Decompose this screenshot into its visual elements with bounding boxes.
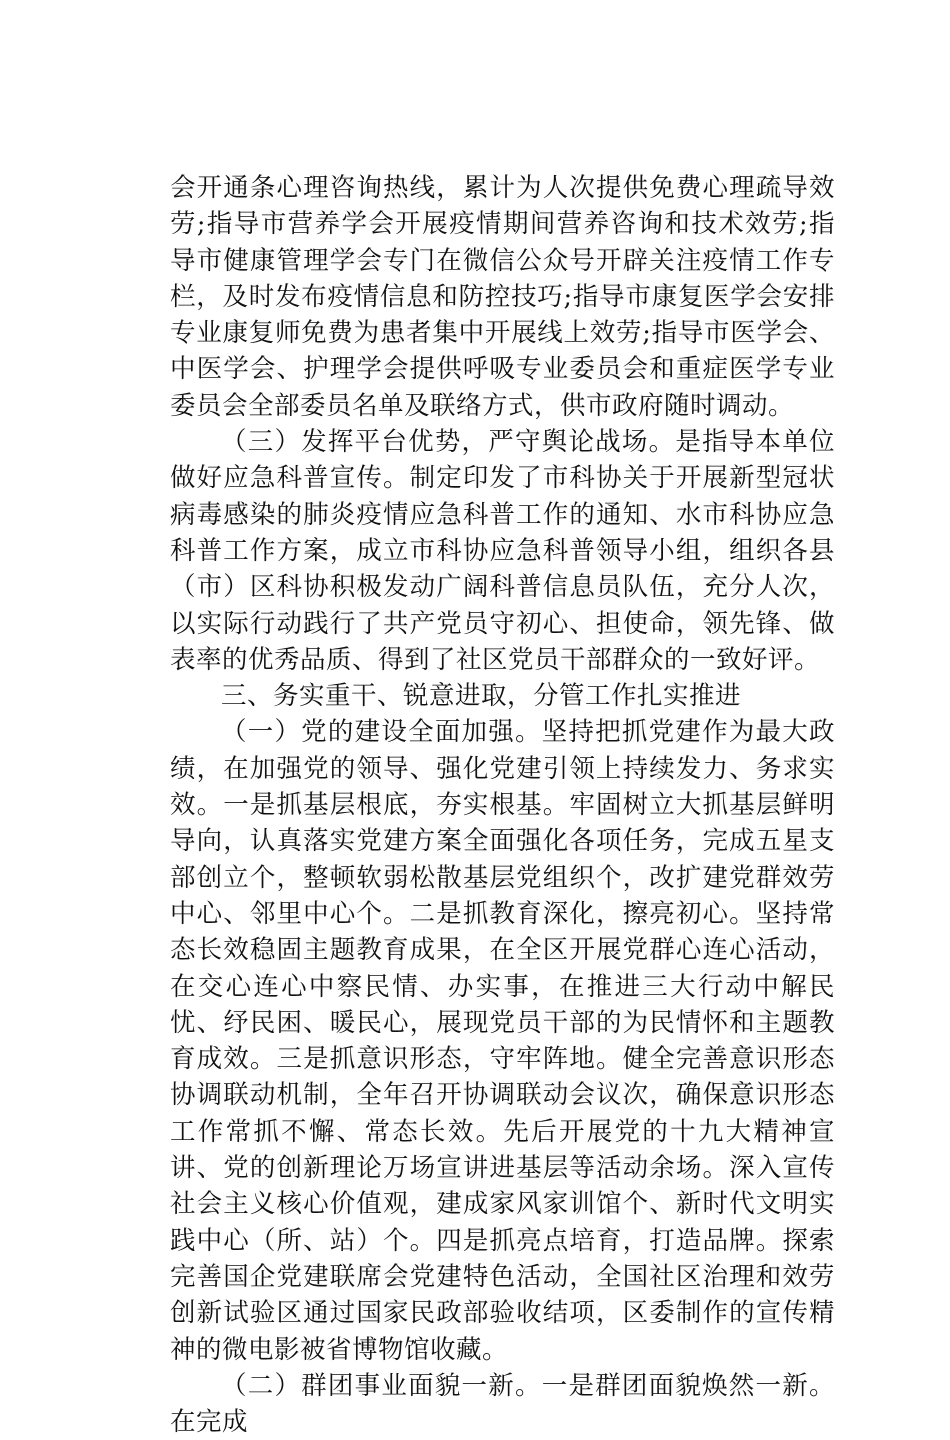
document-page	[170, 170, 835, 1440]
paragraph-4: （一）党的建设全面加强。坚持把抓党建作为最大政绩，在加强党的领导、强化党建引领上持续发力、务求实效。一是抓基层根底，夯实根基。牢固树立大抓基层鲜明导向，认真落实党建方案全面强化各项任务，完成五星支部创立个，整顿软弱松散基层党组织个，改扩建党群效劳中心、邻里中心个。二是抓教育深化，擦亮初心。坚持常态长效稳固主题教育成果，在全区开展党群心连心活动，在交心连心中察民情、办实事，在推进三大行动中解民忧、纾民困、暖民心，展现党员干部的为民情怀和主题教育成效。三是抓意识形态，守牢阵地。健全完善意识形态协调联动机制，全年召开协调联动会议次，确保意识形态工作常抓不懈、常态长效。先后开展党的十九大精神宣讲、党的创新理论万场宣讲进基层等活动余场。深入宣传社会主义核心价值观，建成家风家训馆个、新时代文明实践中心（所、站）个。四是抓亮点培育，打造品牌。探索完善国企党建联席会党建特色活动，全国社区治理和效劳创新试验区通过国家民政部验收结项，区委制作的宣传精神的微电影被省博物馆收藏。	[170, 717, 835, 1365]
paragraph-5: （二）群团事业面貌一新。一是群团面貌焕然一新。在完成	[170, 1370, 835, 1438]
section-heading-3: 三、务实重干、锐意进取，分管工作扎实推进	[221, 681, 742, 712]
paragraph-2: （三）发挥平台优势，严守舆论战场。是指导本单位做好应急科普宣传。制定印发了市科协关于开展新型冠状病毒感染的肺炎疫情应急科普工作的通知、水市科协应急科普工作方案，成立市科协应急科普领导小组，组织各县（市）区科协积极发动广阔科普信息员队伍，充分人次，以实际行动践行了共产党员守初心、担使命，领先锋、做表率的优秀品质、得到了社区党员干部群众的一致好评。	[170, 427, 835, 675]
paragraph-1: 会开通条心理咨询热线，累计为人次提供免费心理疏导效劳;指导市营养学会开展疫情期间营养咨询和技术效劳;指导市健康管理学会专门在微信公众号开辟关注疫情工作专栏，及时发布疫情信息和防控技巧;指导市康复医学会安排专业康复师免费为患者集中开展线上效劳;指导市医学会、中医学会、护理学会提供呼吸专业委员会和重症医学专业委员会全部委员名单及联络方式，供市政府随时调动。	[170, 173, 835, 421]
